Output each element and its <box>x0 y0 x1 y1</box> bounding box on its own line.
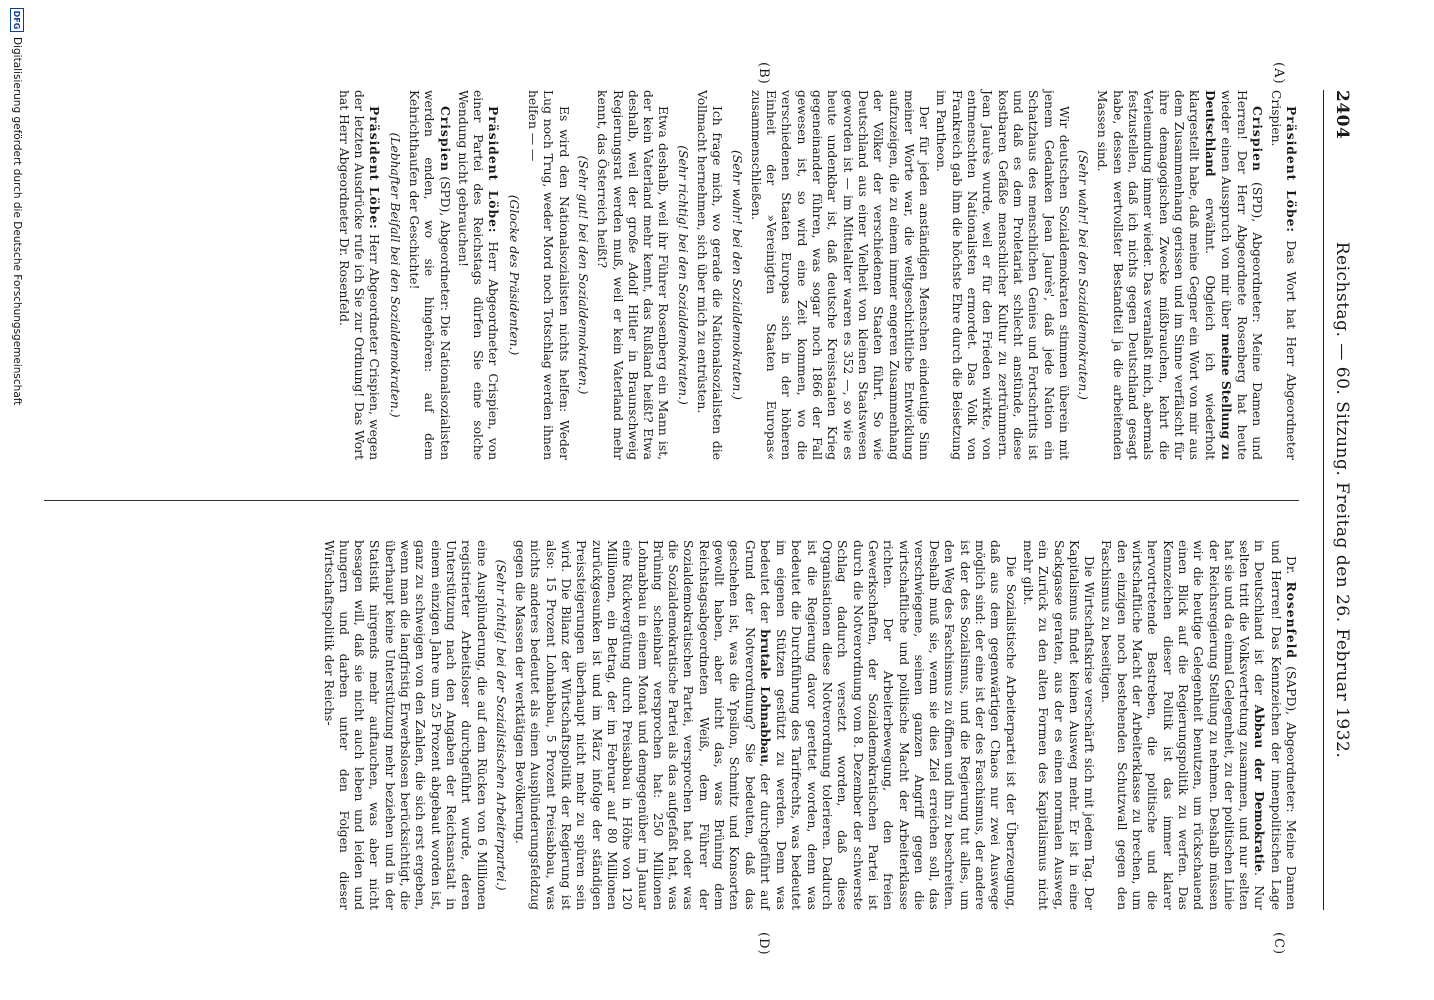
interjection: (Glocke des Präsidenten.) <box>506 194 521 356</box>
page-header <box>1318 90 1358 910</box>
paragraph: Wir deutschen Sozialdemokraten stimmen überein mit jenem Gedanken Jean Jaurès', daß jede Nation ein Schatzhaus des menschlichen Genies und Fortschritts ist und daß es dem Proletariat schlecht anstünde, diese kostbaren Gefäße menschlicher Kultur zu zertrümmern. Jean Jaurès wurde, weil er für den Frieden wirkte, von entmenschten Nationalisten ermordet. Das Volk von Frankreich gab ihm die höchste Ehre durch die Beisetzung im Pantheon. <box>934 90 1071 460</box>
paragraph: eine Ausplünderung, die auf dem Rücken von 6 Millionen registrierter Arbeitsloser durchgeführt wurde, deren Unterstützung nach den Angaben der Reichsanstalt in einem einzigen Jahre um 25 Prozent abgebaut worden ist, ganz zu schweigen von den Zahlen, die sich erst ergeben, wenn man die langfristig Erwerbslosen berücksichtigt, die überhaupt keine Unterstützung mehr beziehen und in der Statistik nirgends mehr auftauchen, was aber nicht besagen will, daß sie nicht auch leben und leiden und hungern und darben unter den Folgen dieser Wirtschaftspolitik der Reichs- <box>321 540 489 910</box>
running-head: Reichstag. — 60. Sitzung. Freitag den 26. Februar 1932. <box>1332 241 1352 759</box>
interjection: (Sehr wahr! bei den Sozialdemokraten.) <box>729 150 744 400</box>
speaker-title: Dr. <box>1284 556 1298 582</box>
paragraph <box>335 90 382 460</box>
speaker-name: Rosenfeld <box>1284 581 1299 659</box>
speaker-name: Präsident Löbe: <box>486 106 502 234</box>
paragraph <box>455 90 502 460</box>
speaker-name: Crispien <box>1250 106 1266 172</box>
speech-text: (SPD), Abgeordneter: Die Nationalsozialisten werden enden, wo sie hingehören: auf dem Kehrichthaufen der Geschichte! <box>406 90 452 460</box>
speech-text: (SAPD), Abgeordneter: Meine Damen und Herren! Das Kennzeichen der innenpolitischen Lage in Deutschland ist der <box>1252 540 1298 910</box>
paragraph <box>406 90 453 460</box>
speech-text: Herr Abgeordneter Crispien, von einer Partei des Reichstags dürfen Sie eine solche Wendung nicht gebrauchen! <box>455 90 501 461</box>
paragraph: Die Wirtschaftskrise verschärft sich mit jedem Tag. Der Kapitalismus findet keinen Ausweg mehr. Er ist in eine Sackgasse geraten, aus der es einen normalen Ausweg, ein Zurück zu den alten Formen des Kapitalismus nicht mehr gibt. <box>1020 540 1097 910</box>
paragraph <box>1098 540 1299 910</box>
paragraph: Etwa deshalb, weil ihr Führer Rosenberg ein Mann ist, der kein Vaterland mehr kennt, das Rußland heißt? Etwa deshalb, weil der große Adolf Hitler in Braunschweig Regierungsrat werden muß, weil er kein Vaterland mehr kennt, das Österreich heißt? <box>595 90 671 460</box>
margin-mark-c: (C) <box>1271 932 1286 956</box>
page-number: 2404 <box>1332 90 1352 140</box>
digitization-footer <box>10 8 24 992</box>
paragraph: Es wird den Nationalsozialisten nichts helfen: Weder Lug noch Trug, weder Mord noch Totschlag werden ihnen helfen — — <box>526 90 571 460</box>
emphasis-text: meine Stellung zu Deutschland <box>1202 90 1234 460</box>
emphasis-text: Abbau der Demokratie <box>1252 704 1268 872</box>
left-column <box>333 90 1299 460</box>
interjection: (Lebhafter Beifall bei den Sozialdemokraten.) <box>387 132 402 418</box>
speech-text: erwähnt. Obgleich ich wiederholt klargestellt habe, daß meine Gegner ein Wort von mir aus dem Zusammenhang gerissen und im Sinne verfälscht für ihre demagogischen Zwecke mißbrauchen, kehrt die Verleumdung immer wieder. Das veranlaßt mich, abermals festzustellen, daß ich nichts gegen Deutschland gesagt habe, dessen wertvollster Bestandteil ja die arbeitenden Massen sind. <box>1095 90 1217 460</box>
speech-text: (SPD), Abgeordneter: Meine Damen und Herren! Der Herr Abgeordnete Rosenberg hat heute wieder einen Ausspruch von mir über <box>1218 90 1265 460</box>
paragraph <box>512 540 1018 910</box>
speech-text: , der durchgeführt auf Grund der Notverordnung? Sie bedeuten, daß das geschehen ist, was die Ypsilon, Schmitz und Konsorten gewollt haben, aber nicht das, was Brüning dem Reichstagsabgeordneten Weiß, dem Führer der Sozialdemokratischen Partei, versprochen hat oder was die Sozialdemokratische Partei als das aufgefaßt hat, was Brüning scheinbar versprochen hat: 250 Millionen Lohnabbau in einem Monat und demgegenüber im Januar eine Rückvergütung durch Preisabbau in Höhe von 120 Millionen, ein Betrag, der im Februar auf 80 Millionen zurückgesunken ist und im März infolge der ständigen Preissteigerungen überhaupt nicht mehr zu spüren sein wird. Die Bilanz der Wirtschaftspolitik der Regierung ist also: 15 Prozent Lohnabbau, 5 Prozent Preisabbau, was nichts anderes bedeutet als einen Ausplünderungsfeldzug gegen die Massen der werktätigen Bevölkerung. <box>513 540 772 910</box>
emphasis-text: brutale Lohnabbau <box>757 629 773 764</box>
interjection: (Sehr wahr! bei den Sozialdemokraten.) <box>1076 150 1091 400</box>
interjection: (Sehr gut! bei den Sozialdemokraten.) <box>575 155 590 395</box>
speech-text: Die Sozialistische Arbeiterpartei ist der Überzeugung, daß aus dem gegenwärtigen Chaos nur zwei Auswege möglich sind: der eine ist der des Faschismus, der andere ist der des Sozialismus, und die Regierung tut alles, um den Weg des Faschismus zu öffnen und ihn zu beschreiten. Deshalb muß sie, wenn sie dies Ziel erreichen soll, das verschwiegene, seinen ganzen Angriff gegen die wirtschaftliche und politische Macht der Arbeiterklasse richten. Der Arbeiterbewegung, den freien Gewerkschaften, der Sozialdemokratischen Partei ist durch die Notverordnung vom 8. Dezember der schwerste Schlag dadurch versetzt worden, daß diese Organisationen diese Notverordnung tolerieren. Dadurch ist die Regierung davor gerettet worden, denn was bedeutet die Durchführung des Tarifrechts, was bedeutet im eigenen Stützen gestützt zu werden. Denn was bedeutet der <box>757 540 1018 910</box>
paragraph <box>1267 90 1299 460</box>
margin-mark-b: (B) <box>756 62 771 85</box>
paragraph <box>1094 90 1265 460</box>
margin-mark-a: (A) <box>1271 62 1286 85</box>
margin-mark-d: (D) <box>756 932 771 956</box>
speaker-name: Präsident Löbe: <box>367 106 383 230</box>
interjection: (Sehr richtig! bei den Sozialdemokraten.) <box>675 145 690 405</box>
speaker-name: Präsident Löbe: <box>1284 106 1299 233</box>
interjection: (Sehr richtig! bei der Sozialistischen Arbeiterpartei.) <box>493 559 508 891</box>
speaker-name: Crispien <box>437 106 453 172</box>
speech-text: . Nur selten tritt die Volksvertretung zusammen, und nur selten hat sie und da einmal Gelegenheit, zu der politischen Linie der Reichsregierung Stellung zu nehmen. Deshalb müssen wir die heutige Gelegenheit benutzen, um rückschauend einen Blick auf die Regierungspolitik zu werfen. Das Kennzeichen dieser Politik ist das immer klarer hervortretende Bestreben, die politische und die wirtschaftliche Macht der Arbeiterklasse zu brechen, um den einzigen noch bestehenden Schutzwall gegen den Faschismus zu beseitigen. <box>1099 540 1267 910</box>
paragraph: Ich frage mich, wo gerade die Nationalsozialisten die Vollmacht hernehmen, sich über mich zu entrüsten. <box>695 90 725 460</box>
column-divider <box>44 500 1299 501</box>
header-rule <box>1323 90 1324 910</box>
dfg-logo: DFG <box>10 8 24 32</box>
footer-text: Digitalisierung gefördert durch die Deutsche Forschungsgemeinschaft <box>11 37 23 406</box>
speech-text: Das Wort hat Herr Abgeordneter Crispien. <box>1268 90 1298 461</box>
right-column <box>318 540 1299 910</box>
speech-text: Herr Abgeordneter Crispien, wegen der letzten Ausdrücke rufe ich Sie zur Ordnung! Das Wort hat Herr Abgeordneter Dr. Rosenfeld. <box>336 90 382 461</box>
paragraph: Der für jeden anständigen Menschen eindeutige Sinn meiner Worte war, die weltgeschichtliche Entwicklung aufzuzeigen, die zu einem immer engeren Zusammenhang der Völker der verschiedenen Staaten führt. So wie Deutschland aus einer Vielheit von kleinen Staatswesen geworden ist — im Mittelalter waren es 352 —, so wie es heute undenkbar ist, daß deutsche Kreisstaaten Krieg gegeneinander führen, was sogar noch 1866 der Fall gewesen ist, so wird eine Zeit kommen, wo die verschiedenen Staaten Europas sich in der höheren Einheit der »Vereinigten Staaten Europas« zusammenschließen. <box>748 90 932 460</box>
